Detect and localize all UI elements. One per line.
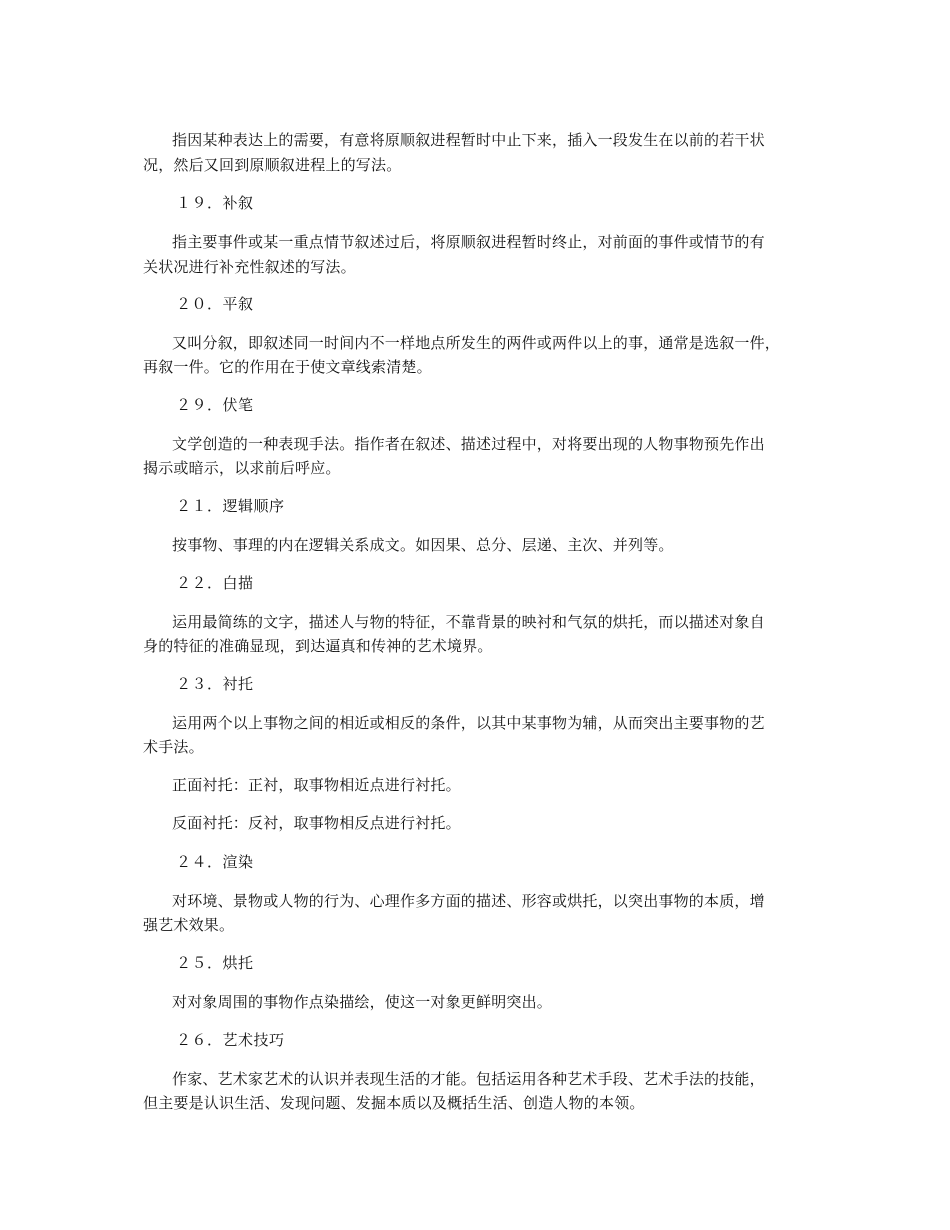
section-heading: ２３．衬托 xyxy=(176,675,254,693)
section-heading: ２２．白描 xyxy=(176,574,254,592)
paragraph-line: 揭示或暗示，以求前后呼应。 xyxy=(143,459,341,477)
paragraph-line: 术手法。 xyxy=(143,738,204,756)
paragraph-line: 但主要是认识生活、发现问题、发掘本质以及概括生活、创造人物的本领。 xyxy=(143,1094,645,1112)
paragraph-line: 对对象周围的事物作点染描绘，使这一对象更鲜明突出。 xyxy=(172,993,553,1011)
paragraph-line: 运用两个以上事物之间的相近或相反的条件，以其中某事物为辅，从而突出主要事物的艺 xyxy=(172,714,765,732)
section-heading: ２５．烘托 xyxy=(176,954,254,972)
paragraph-line: 运用最简练的文字，描述人与物的特征，不靠背景的映衬和气氛的烘托，而以描述对象自 xyxy=(172,613,765,631)
paragraph-line: 指主要事件或某一重点情节叙述过后，将原顺叙进程暂时终止，对前面的事件或情节的有 xyxy=(172,233,765,251)
paragraph-line: 关状况进行补充性叙述的写法。 xyxy=(143,258,356,276)
section-heading: ２１．逻辑顺序 xyxy=(176,497,285,515)
section-heading: ２９．伏笔 xyxy=(176,396,254,414)
paragraph-line: 按事物、事理的内在逻辑关系成文。如因果、总分、层递、主次、并列等。 xyxy=(172,536,674,554)
paragraph-line: 指因某种表达上的需要，有意将原顺叙进程暂时中止下来，插入一段发生在以前的若干状 xyxy=(172,131,765,149)
paragraph-line: 再叙一件。它的作用在于使文章线索清楚。 xyxy=(143,358,432,376)
paragraph-line: 况，然后又回到原顺叙进程上的写法。 xyxy=(143,156,402,174)
section-heading: ２４．渲染 xyxy=(176,853,254,871)
paragraph-line: 作家、艺术家艺术的认识并表现生活的才能。包括运用各种艺术手段、艺术手法的技能， xyxy=(172,1070,765,1088)
section-heading: １９．补叙 xyxy=(176,194,254,212)
section-heading: ２６．艺术技巧 xyxy=(176,1031,285,1049)
paragraph-line: 又叫分叙，即叙述同一时间内不一样地点所发生的两件或两件以上的事，通常是选叙一件， xyxy=(172,334,781,352)
paragraph-line: 文学创造的一种表现手法。指作者在叙述、描述过程中，对将要出现的人物事物预先作出 xyxy=(172,435,765,453)
paragraph-line: 对环境、景物或人物的行为、心理作多方面的描述、形容或烘托，以突出事物的本质，增 xyxy=(172,892,765,910)
paragraph-line: 正面衬托：正衬，取事物相近点进行衬托。 xyxy=(172,776,461,794)
paragraph-line: 身的特征的准确显现，到达逼真和传神的艺术境界。 xyxy=(143,637,493,655)
section-heading: ２０．平叙 xyxy=(176,295,254,313)
paragraph-line: 强艺术效果。 xyxy=(143,916,235,934)
paragraph-line: 反面衬托：反衬，取事物相反点进行衬托。 xyxy=(172,814,461,832)
